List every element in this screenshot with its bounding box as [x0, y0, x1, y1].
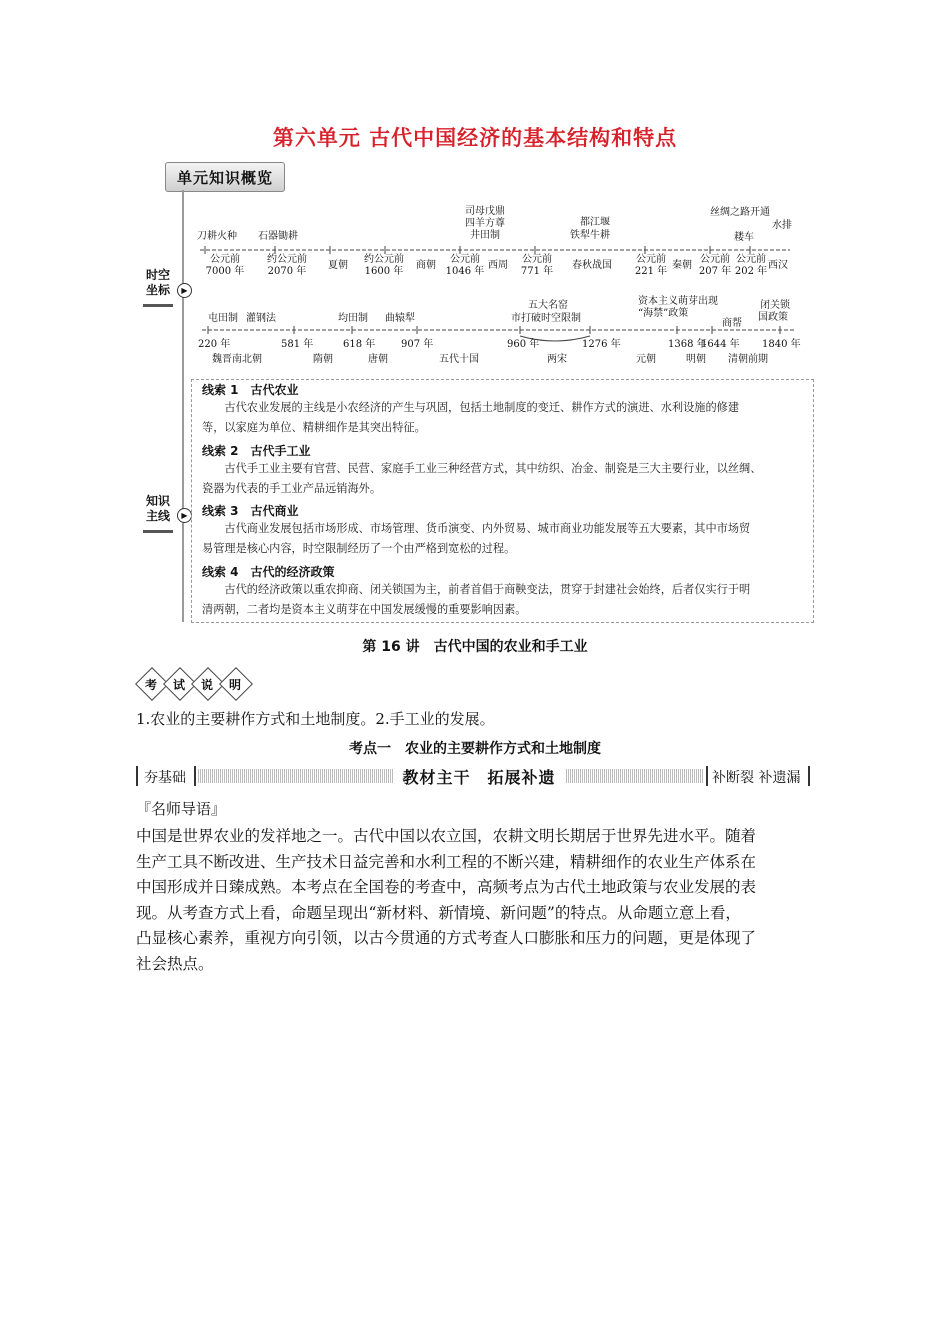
tl1-date-line: 1046 年	[445, 266, 485, 277]
side-label-line: 坐标	[146, 283, 171, 297]
clue-text: 瓷器为代表的手工业产品远销海外。	[202, 482, 382, 495]
tl1-date-line: 2070 年	[267, 266, 307, 277]
clue-name: 古代农业	[250, 383, 299, 397]
exam-description: 1.农业的主要耕作方式和土地制度。2.手工业的发展。	[136, 710, 495, 728]
tl2-year: 960 年	[507, 339, 540, 350]
clue-block	[202, 442, 806, 499]
clue-text: 古代商业发展包括市场形成、市场管理、货币演变、内外贸易、城市商业功能发展等五大要素，其中市场贸	[224, 522, 751, 535]
tl2-event: 国政策	[758, 312, 788, 323]
tl1-event: 司母戊鼎	[465, 206, 505, 217]
exam-badge	[136, 670, 256, 698]
tl1-date	[440, 254, 490, 278]
bar-hatch	[198, 769, 393, 783]
clue-block	[202, 502, 806, 559]
clue-text: 古代农业发展的主线是小农经济的产生与巩固，包括土地制度的变迁、耕作方式的演进、水利设施的修建	[224, 401, 740, 414]
clue-heading	[202, 563, 806, 580]
tl2-dynasty: 明朝	[686, 354, 706, 365]
tl1-date-line: 1600 年	[364, 266, 404, 277]
side-label-underline	[143, 530, 173, 533]
bar-hatch	[566, 769, 704, 783]
tl2-event: 资本主义萌芽出现	[638, 296, 718, 307]
clue-name: 古代的经济政策	[250, 565, 335, 579]
tl1-date	[626, 254, 676, 278]
tl2-event: 曲辕犁	[385, 313, 415, 324]
guide-paragraph	[136, 824, 812, 977]
tl2-year: 1644 年	[701, 339, 740, 350]
badge-char: 试	[172, 678, 185, 692]
tl1-event: 石器锄耕	[258, 231, 298, 242]
tl2-year: 907 年	[401, 339, 434, 350]
tl2-event: 市打破时空限制	[511, 313, 581, 324]
tl1-date	[359, 254, 409, 278]
tl1-event: 都江堰	[580, 217, 610, 228]
bar-edge	[136, 766, 138, 786]
clue-name: 古代商业	[250, 504, 299, 518]
tl1-date-line: 约公元前	[267, 254, 307, 265]
clue-text: 易管理是核心内容，时空限制经历了一个由严格到宽松的过程。	[202, 542, 516, 555]
side-divider-line	[182, 190, 184, 622]
tl1-event: 铁犁牛耕	[570, 230, 610, 241]
side-label-line: 主线	[146, 509, 171, 523]
bar-left-label: 夯基础	[144, 770, 186, 786]
tl1-date: 西汉	[768, 260, 788, 271]
tl2-year: 1840 年	[762, 339, 801, 350]
tl1-event: 刀耕火种	[197, 231, 237, 242]
badge-char: 考	[144, 678, 157, 692]
paragraph-line: 生产工具不断改进、生产技术日益完善和水利工程的不断兴建，精耕细作的农业生产体系在	[136, 852, 757, 871]
clue-text: 清两朝，二者均是资本主义萌芽在中国发展缓慢的重要影响因素。	[202, 603, 527, 616]
tl2-year: 618 年	[343, 339, 376, 350]
tl1-event: 井田制	[470, 230, 500, 241]
clue-heading	[202, 381, 806, 398]
bar-center-label: 教材主干 拓展补遗	[402, 768, 556, 787]
paragraph-line: 社会热点。	[136, 954, 214, 973]
tl1-date	[262, 254, 312, 278]
tl2-year: 581 年	[281, 339, 314, 350]
tl2-dynasty: 五代十国	[439, 354, 479, 365]
tl2-dynasty: 唐朝	[368, 354, 388, 365]
clue-label: 线索 4	[202, 565, 239, 579]
tl1-date-line: 公元前	[636, 254, 666, 265]
section-title: 考点一 农业的主要耕作方式和土地制度	[349, 741, 601, 757]
tl2-dynasty: 清朝前期	[728, 354, 768, 365]
play-arrow-icon: ▶	[177, 508, 192, 523]
badge-char: 说	[200, 678, 213, 692]
tl1-date	[200, 254, 250, 278]
tl1-date-line: 公元前	[450, 254, 480, 265]
tl1-event: 四羊方尊	[465, 218, 505, 229]
tl1-date-line: 公元前	[700, 254, 730, 265]
tl2-event: 五大名窑	[528, 300, 568, 311]
paragraph-line: 凸显核心素养，重视方向引领，以古今贯通的方式考查人口膨胀和压力的问题，更是体现了	[136, 929, 757, 947]
badge-char: 明	[228, 678, 241, 692]
tl1-date-line: 7000 年	[205, 266, 245, 277]
tl1-date: 商朝	[416, 260, 436, 271]
tl2-year: 1368 年	[668, 339, 707, 350]
tl2-dynasty: 两宋	[547, 354, 567, 365]
tl2-dynasty: 隋朝	[313, 354, 333, 365]
tl1-event: 水排	[772, 220, 792, 231]
tl2-event: 屯田制	[208, 313, 238, 324]
paragraph-line: 中国形成并日臻成熟。本考点在全国卷的考查中，高频考点为古代土地政策与农业发展的表	[136, 878, 757, 896]
side-label-line: 时空	[146, 268, 171, 282]
unit-title: 第六单元 古代中国经济的基本结构和特点	[272, 126, 678, 150]
tl2-event: 商帮	[722, 318, 742, 329]
clue-text: 古代手工业主要有官营、民营、家庭手工业三种经营方式，其中纺织、冶金、制瓷是三大主要行业，以丝绸、	[224, 462, 762, 475]
clue-heading	[202, 502, 806, 519]
clue-name: 古代手工业	[250, 444, 311, 458]
tl1-date-line: 公元前	[522, 254, 552, 265]
tl2-event: 均田制	[338, 313, 368, 324]
play-arrow-icon: ▶	[177, 283, 192, 298]
bar-edge	[194, 766, 196, 786]
tl1-date: 秦朝	[672, 260, 692, 271]
tl1-event: 耧车	[734, 232, 754, 243]
tl1-date-line: 207 年	[698, 266, 732, 277]
tl1-date-line: 221 年	[634, 266, 668, 277]
tl1-date	[512, 254, 562, 278]
bar-edge	[808, 766, 810, 786]
tl1-date: 西周	[488, 260, 508, 271]
clue-label: 线索 2	[202, 444, 239, 458]
tl1-date-line: 771 年	[520, 266, 554, 277]
lecture-title: 第 16 讲 古代中国的农业和手工业	[362, 639, 588, 655]
clue-text: 等，以家庭为单位、精耕细作是其突出特征。	[202, 421, 426, 434]
timeline-side-label	[146, 268, 176, 298]
tl1-date: 夏朝	[328, 260, 348, 271]
side-label-line: 知识	[146, 494, 171, 508]
mainline-side-label	[146, 494, 176, 524]
side-label-underline	[143, 304, 173, 307]
tl1-date-line: 约公元前	[364, 254, 404, 265]
paragraph-line: 现。从考查方式上看，命题呈现出“新材料、新情境、新问题”的特点。从命题立意上看，	[136, 903, 741, 922]
tl1-date: 春秋战国	[572, 260, 612, 271]
clue-heading	[202, 442, 806, 459]
section-bar	[136, 764, 811, 788]
tl2-year: 220 年	[198, 339, 231, 350]
tl1-event: 丝绸之路开通	[710, 207, 770, 218]
clue-label: 线索 1	[202, 383, 239, 397]
tl2-event: 灌钢法	[246, 313, 276, 324]
clue-block	[202, 381, 806, 438]
clue-label: 线索 3	[202, 504, 239, 518]
tl2-dynasty: 元朝	[636, 354, 656, 365]
tl1-date-line: 公元前	[210, 254, 240, 265]
tl1-date-line: 公元前	[736, 254, 766, 265]
overview-banner: 单元知识概览	[165, 162, 285, 192]
bar-edge	[706, 766, 708, 786]
tl2-year: 1276 年	[582, 339, 621, 350]
tl2-dynasty: 魏晋南北朝	[212, 354, 262, 365]
bar-right-label: 补断裂 补遗漏	[712, 770, 801, 786]
tl2-event: 闭关锁	[760, 300, 790, 311]
clue-text: 古代的经济政策以重农抑商、闭关锁国为主，前者首倡于商鞅变法，贯穿于封建社会始终，后者仅实行于明	[224, 583, 751, 596]
paragraph-line: 中国是世界农业的发祥地之一。古代中国以农立国，农耕文明长期居于世界先进水平。随着	[136, 827, 757, 845]
tl2-event: “海禁”政策	[638, 308, 689, 319]
teacher-guide-label: 『名师导语』	[136, 800, 227, 818]
tl1-date-line: 202 年	[734, 266, 768, 277]
clue-block	[202, 563, 806, 620]
